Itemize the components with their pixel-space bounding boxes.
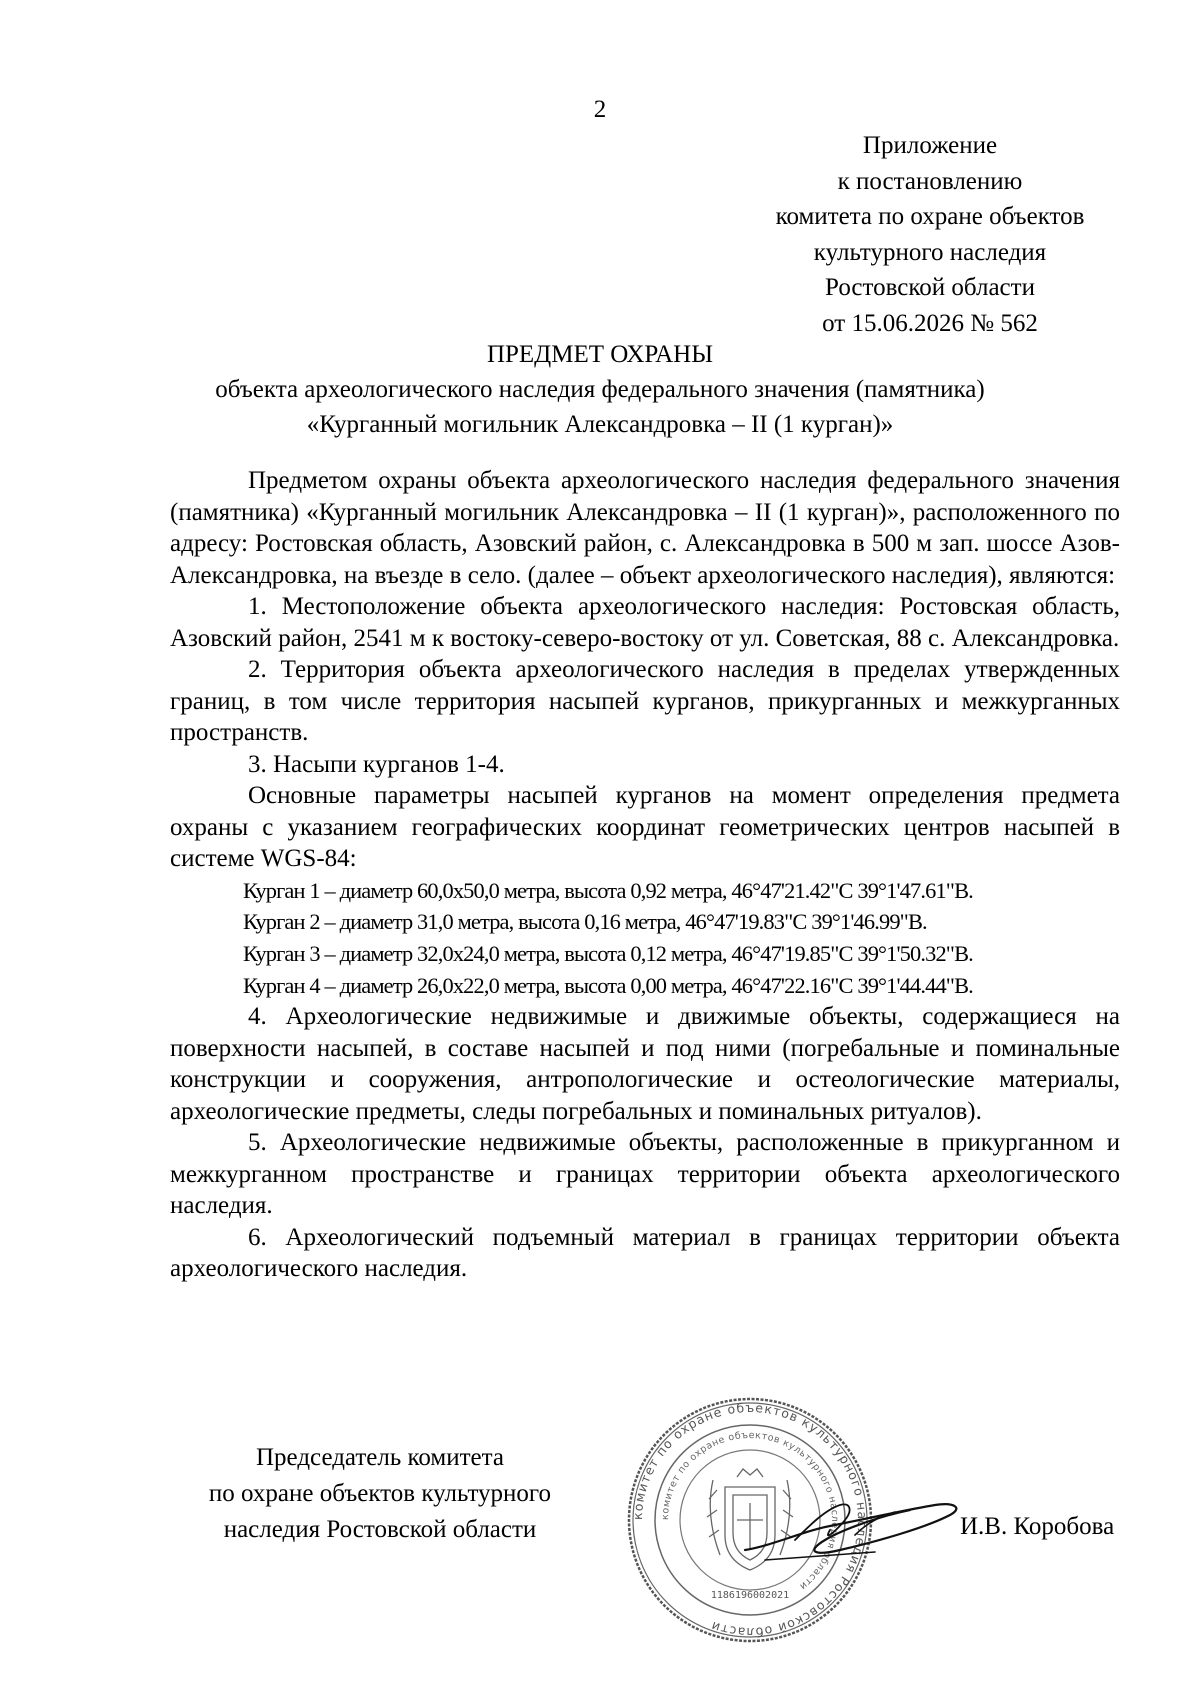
appendix-line: к постановлению <box>837 167 1023 195</box>
appendix-block <box>740 128 1120 341</box>
item-2-territory: 2. Территория объекта археологического наследия в пределах утвержденных границ, в том числе территория насыпей курганов, прикурганных и межкурганных пространств. <box>170 656 1120 746</box>
position-line: по охране объектов культурного <box>208 1480 552 1507</box>
params-paragraph: Основные параметры насыпей курганов на момент определения предмета охраны с указанием географических координат геометрических центров насыпей в системе WGS-84: <box>170 782 1120 872</box>
svg-text:комитет по охране объектов кул: комитет по охране объектов культурного наследия области <box>659 1429 841 1592</box>
item-4-objects: 4. Археологические недвижимые и движимые объекты, содержащиеся на поверхности насыпей, в составе насыпей и под ними (погребальные и поминальные конструкции и сооружения, антропологические и остеологические материалы, археологические предметы, следы погребальных и поминальных ритуалов). <box>170 1003 1120 1125</box>
appendix-line: Ростовской области <box>825 274 1035 301</box>
item-1-location: 1. Местоположение объекта археологического наследия: Ростовская область, Азовский район, 2541 м к востоку-северо-востоку от ул. Советская, 88 с. Александровка. <box>170 593 1120 652</box>
intro-paragraph: Предметом охраны объекта археологического наследия федерального значения (памятника) «Курганный могильник Александровка – II (1 курган)», расположенного по адресу: Ростовская область, Азовский район, с. Александровка в 500 м зап. шоссе Азов-Александровка, на въезде в село. (далее – объект археологического наследия), являются: <box>170 467 1120 589</box>
appendix-date-line: от 15.06.2026 № 562 <box>822 309 1038 337</box>
position-line: наследия Ростовской области <box>223 1516 537 1543</box>
title-main: ПРЕДМЕТ ОХРАНЫ <box>486 341 714 368</box>
position-line: Председатель комитета <box>256 1444 504 1471</box>
kurgan-4-line: Курган 4 – диаметр 26,0х22,0 метра, высота 0,00 метра, 46°47'22.16"С 39°1'44.44"В. <box>243 972 973 998</box>
title-object-name: «Курганный могильник Александровка – II (1 курган)» <box>306 411 894 438</box>
signatory-position <box>155 1440 605 1548</box>
page-number: 2 <box>593 96 607 123</box>
appendix-line: комитета по охране объектов <box>775 203 1085 230</box>
appendix-line: Приложение <box>862 132 998 159</box>
kurgan-1-line: Курган 1 – диаметр 60,0х50,0 метра, высота 0,92 метра, 46°47'21.42"С 39°1'47.61"В. <box>243 877 973 903</box>
handwritten-signature <box>735 1470 965 1580</box>
item-5-objects: 5. Археологические недвижимые объекты, расположенные в прикурганном и межкурганном пространстве и границах территории объекта археологического наследия. <box>170 1129 1120 1220</box>
signatory-name: И.В. Коробова <box>960 1513 1115 1540</box>
kurgan-3-line: Курган 3 – диаметр 32,0х24,0 метра, высота 0,12 метра, 46°47'19.85"С 39°1'50.32"В. <box>243 940 973 966</box>
item-3-mounds: 3. Насыпи курганов 1-4. <box>248 750 505 778</box>
svg-text:комитет по охране объектов кул: комитет по охране объектов культурного наследия Ростовской области <box>629 1399 871 1641</box>
title-subtitle: объекта археологического наследия федерального значения (памятника) <box>215 376 985 403</box>
appendix-line: культурного наследия <box>813 238 1047 266</box>
kurgan-2-line: Курган 2 – диаметр 31,0 метра, высота 0,16 метра, 46°47'19.83"С 39°1'46.99"В. <box>243 909 927 935</box>
svg-text:1186196002021: 1186196002021 <box>710 1590 790 1601</box>
document-title <box>150 337 1050 442</box>
item-6-material: 6. Археологический подъемный материал в границах территории объекта археологического наследия. <box>170 1223 1120 1283</box>
document-body <box>170 465 1120 1285</box>
